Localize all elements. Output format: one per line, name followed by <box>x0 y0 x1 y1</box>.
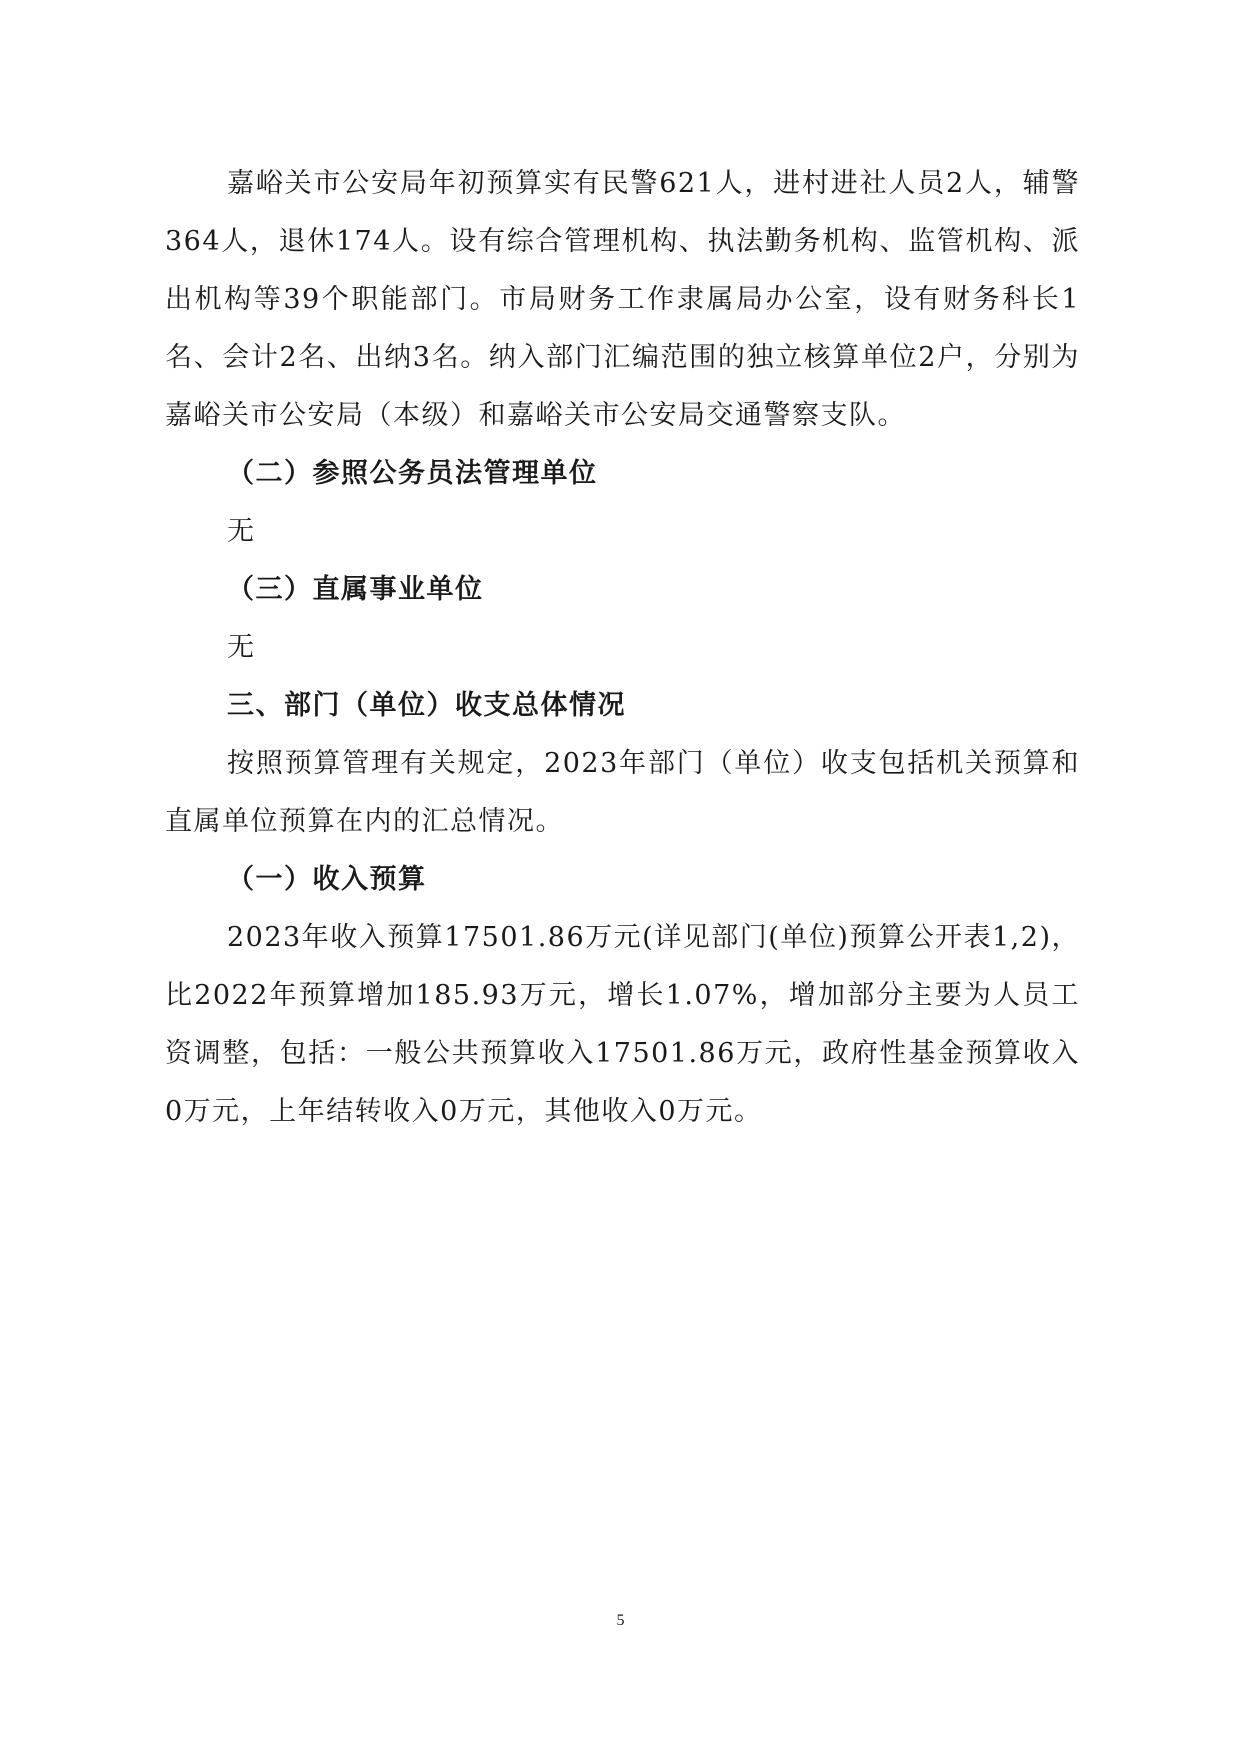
paragraph-none-2: 无 <box>227 632 256 663</box>
document-body <box>165 155 1080 1141</box>
paragraph-staffing: 嘉峪关市公安局年初预算实有民警621人，进村进社人员2人，辅警364人，退休174人。设有综合管理机构、执法勤务机构、监管机构、派出机构等39个职能部门。市局财务工作隶属局办公室，设有财务科长1名、会计2名、出纳3名。纳入部门汇编范围的独立核算单位2户，分别为嘉峪关市公安局（本级）和嘉峪关市公安局交通警察支队。 <box>165 168 1080 431</box>
paragraph-income-budget: 2023年收入预算17501.86万元(详见部门(单位)预算公开表1,2)，比2022年预算增加185.93万元，增长1.07%，增加部分主要为人员工资调整，包括：一般公共预算收入17501.86万元，政府性基金预算收入0万元，上年结转收入0万元，其他收入0万元。 <box>165 922 1080 1127</box>
page-number: 5 <box>616 1612 625 1629</box>
heading-affiliated-institutions: （三）直属事业单位 <box>227 574 484 605</box>
paragraph-overview: 按照预算管理有关规定，2023年部门（单位）收支包括机关预算和直属单位预算在内的汇总情况。 <box>165 748 1080 837</box>
heading-income-budget: （一）收入预算 <box>227 864 427 895</box>
heading-civil-servant-units: （二）参照公务员法管理单位 <box>227 458 598 489</box>
paragraph-none-1: 无 <box>227 516 256 547</box>
heading-revenue-expenditure-overview: 三、部门（单位）收支总体情况 <box>227 690 626 721</box>
